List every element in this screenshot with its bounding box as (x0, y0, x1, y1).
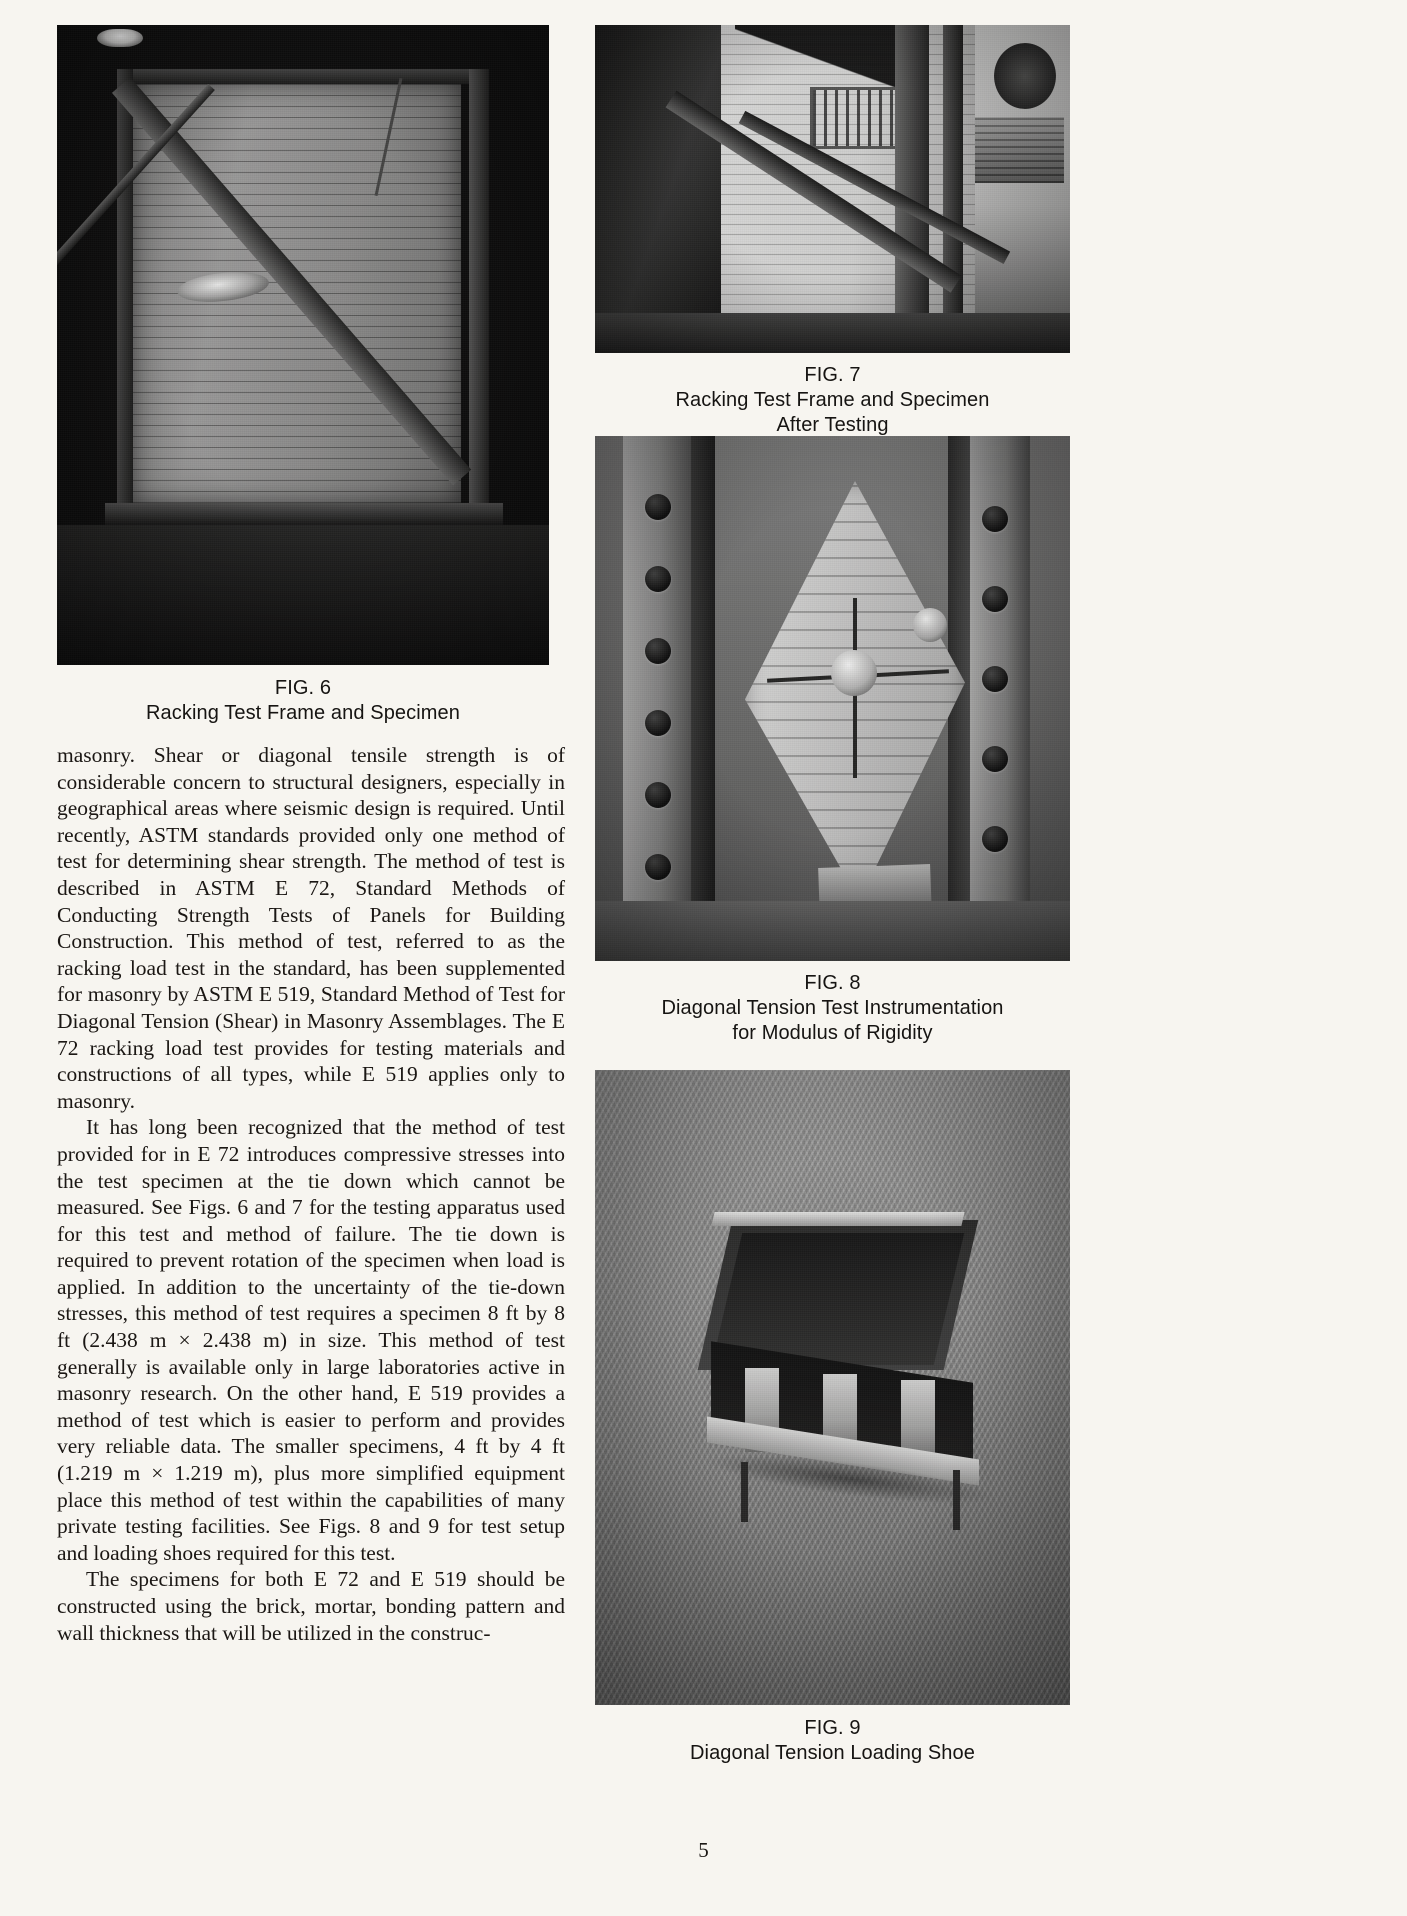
fig6-floor (57, 525, 549, 665)
body-text-column (57, 742, 565, 1646)
fig8-rail-hole (645, 566, 671, 592)
figure-7-caption-line-1: Racking Test Frame and Specimen (675, 389, 990, 411)
fig8-rail-hole (645, 782, 671, 808)
figure-9-photograph (595, 1070, 1070, 1705)
figure-6-caption (57, 676, 549, 726)
fig6-ceiling-lamp (97, 29, 143, 47)
figure-7-caption-line-2: After Testing (776, 414, 889, 436)
figure-9-caption-line-1: Diagonal Tension Loading Shoe (690, 1742, 975, 1764)
fig6-frame-left-post (117, 69, 133, 525)
body-paragraph-2: It has long been recognized that the method of test provided for in E 72 introduces compressive stresses into the test specimen at the tie down which cannot be measured. See Figs. 6 and 7 for the testing apparatus used for this test and method of failure. The tie down is required to prevent rotation of the specimen when load is applied. In addition to the uncertainty of the tie-down stresses, this method of test requires a specimen 8 ft by 8 ft (2.438 m × 2.438 m) in size. This method of test generally is available only in large laboratories active in masonry research. On the other hand, E 519 provides a method of test which is easier to perform and provides very reliable data. The smaller specimens, 4 ft by 4 ft (1.219 m × 1.219 m), plus more simplified equipment place this method of test within the capabilities of many private testing facilities. See Figs. 8 and 9 for test setup and loading shoes required for this test. (57, 1115, 565, 1565)
fig8-rail-hole (982, 746, 1008, 772)
body-paragraph-1: masonry. Shear or diagonal tensile strength is of considerable concern to structural designers, especially in geographical areas where seismic design is required. Until recently, ASTM standards provided only one method of test for determining shear strength. The method of test is described in ASTM E 72, Standard Methods of Conducting Strength Tests of Panels for Building Construction. This method of test, referred to as the racking load test in the standard, has been supplemented for masonry by ASTM E 519, Standard Method of Test for Diagonal Tension (Shear) in Masonry Assemblages. The E 72 racking load test provides for testing materials and constructions of all types, while E 519 applies only to masonry. (57, 743, 565, 1113)
figure-8-number: FIG. 8 (804, 972, 861, 994)
figure-8-caption-line-1: Diagonal Tension Test Instrumentation (661, 997, 1004, 1019)
fig8-rail-hole (982, 506, 1008, 532)
fig8-rail-hole (645, 638, 671, 664)
fig7-frame-column (895, 25, 929, 353)
fig7-ground (595, 313, 1070, 353)
fig8-rail-hole (982, 666, 1008, 692)
fig6-frame-top-member (117, 69, 487, 84)
fig7-tree (994, 43, 1056, 109)
figure-8-caption (595, 971, 1070, 1046)
body-paragraph-3: The specimens for both E 72 and E 519 should be constructed using the brick, mortar, bonding pattern and wall thickness that will be utilized in the construc- (57, 1567, 565, 1645)
fig7-frame-column-secondary (943, 25, 963, 353)
fig8-dial-gauge-secondary (913, 608, 947, 642)
figure-9-caption (595, 1716, 1070, 1766)
fig8-rail-hole (982, 826, 1008, 852)
figure-9-number: FIG. 9 (804, 1717, 861, 1739)
fig8-dial-gauge (831, 650, 877, 696)
fig9-shoe-interior (712, 1233, 964, 1365)
figure-8-caption-line-2: for Modulus of Rigidity (732, 1022, 933, 1044)
fig8-rail-hole (645, 710, 671, 736)
fig8-left-frame-rail-shadow (691, 436, 715, 961)
fig8-floor (595, 901, 1070, 961)
figure-7-caption (595, 363, 1070, 438)
figure-7-photograph (595, 25, 1070, 353)
fig6-frame-base (105, 503, 503, 525)
fig9-support-leg (953, 1470, 960, 1530)
figure-7-number: FIG. 7 (804, 364, 861, 386)
figure-6-photograph (57, 25, 549, 665)
fig8-rail-hole (645, 854, 671, 880)
figure-8-photograph (595, 436, 1070, 961)
fig9-support-leg (741, 1462, 748, 1522)
page-number: 5 (698, 1838, 709, 1862)
fig9-shoe-top-edge (711, 1212, 964, 1226)
fig8-rail-hole (982, 586, 1008, 612)
figure-6-number: FIG. 6 (274, 677, 332, 699)
fig6-frame-right-post (469, 69, 489, 525)
fig7-left-shadow-region (595, 25, 721, 353)
fig8-rail-hole (645, 494, 671, 520)
figure-6-caption-line-1: Racking Test Frame and Specimen (146, 702, 460, 724)
